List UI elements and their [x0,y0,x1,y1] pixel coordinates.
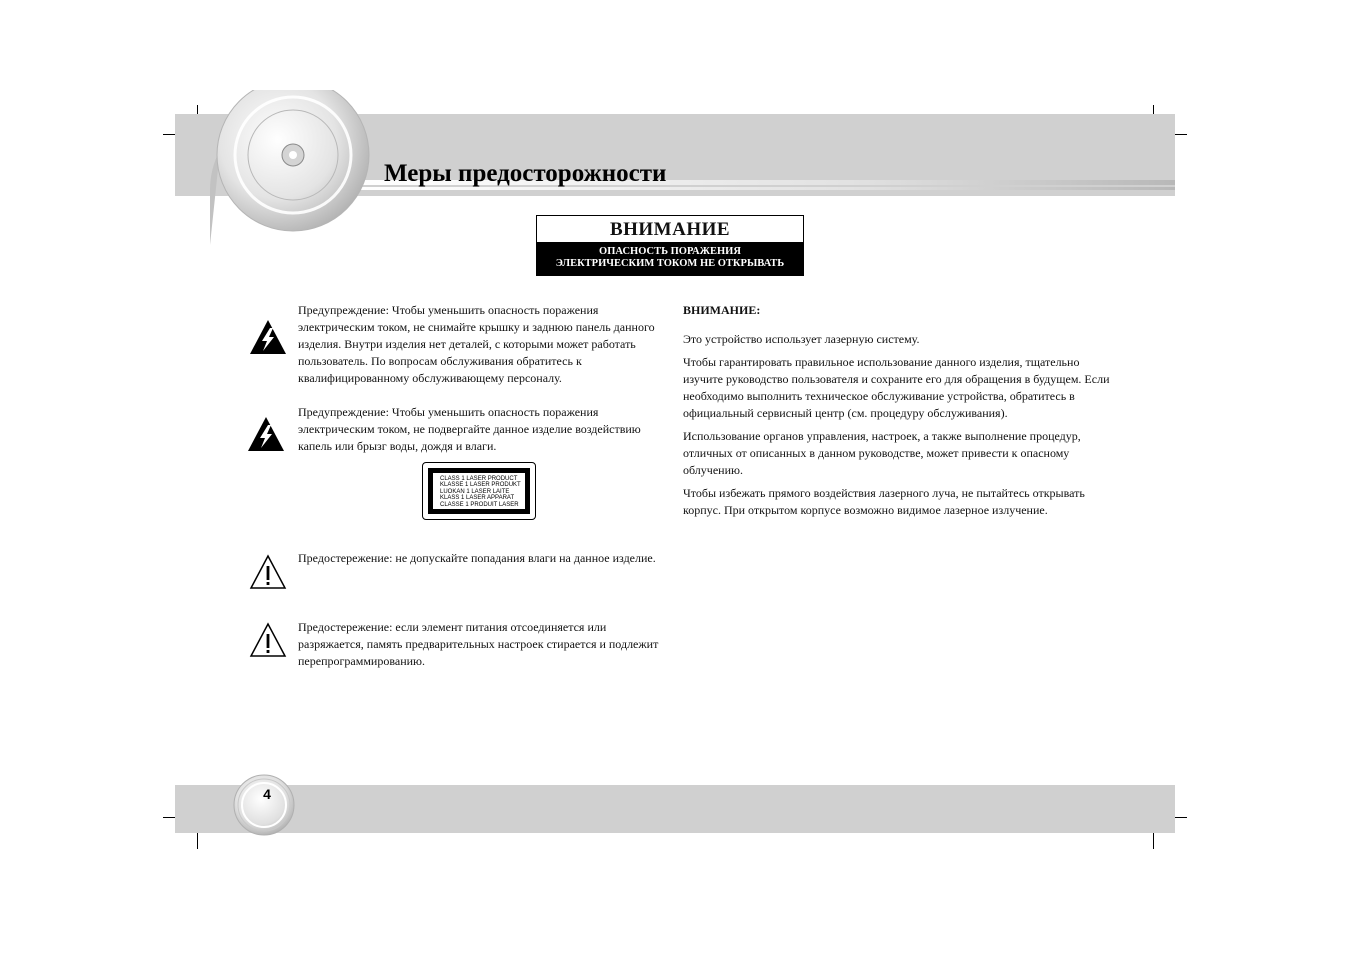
disc-icon [210,90,380,250]
laser-label-line: CLASS 1 LASER PRODUCT [440,476,518,482]
shock-warning-text-2: Предупреждение: Чтобы уменьшить опасность поражения электрическим током, не подвергайте данное изделие воздействию капель или брызг воды, дождя и влаги. [298,405,641,453]
page-number: 4 [263,786,271,802]
laser-notice-paragraph: Использование органов управления, настроек, а также выполнение процедур, отличных от описанных в данном руководстве, может привести к опасному облучению. [683,429,1081,477]
laser-label-inner [428,468,530,514]
caution-box [536,215,804,276]
exclamation-warning-icon [249,622,287,658]
laser-label-line: LUOKAN 1 LASER LAITE [440,488,510,495]
electric-shock-warning-icon [248,318,288,356]
caution-box-title: ВНИМАНИЕ [609,219,731,240]
laser-label-line: KLASS 1 LASER APPARAT [440,495,515,502]
caution-box-line-2: ЭЛЕКТРИЧЕСКИМ ТОКОМ НЕ ОТКРЫВАТЬ [555,258,785,269]
laser-notice-paragraph: Чтобы гарантировать правильное использование данного изделия, тщательно изучите руководство пользователя и сохраните его для обращения в будущем. Если необходимо выполнить техническое обслуживание устройства, обратитесь в официальный сервисный центр (см. процедуру обслуживания). [683,355,1110,420]
laser-notice-section [683,302,1113,525]
laser-product-label [422,462,536,520]
laser-label-line: KLASSE 1 LASER PRODUKT [440,482,521,489]
shock-warning-text-1: Предупреждение: Чтобы уменьшить опасность поражения электрическим током, не снимайте крышку и заднюю панель данного изделия. Внутри изделия нет деталей, с которыми может работать пользователь. По вопросам обслуживания обратитесь к квалифицированному обслуживающему персоналу. [298,303,655,385]
caution-text-2: Предостережение: если элемент питания отсоединяется или разряжается, память предварительных настроек стирается и подлежит перепрограммированию. [298,620,659,668]
laser-notice-paragraph: Это устройство использует лазерную систему. [683,332,920,346]
disc-icon [229,774,299,838]
laser-notice-heading: ВНИМАНИЕ: [683,303,761,317]
caution-text-1: Предостережение: не допускайте попадания влаги на данное изделие. [298,551,656,565]
exclamation-warning-icon [249,554,287,590]
caution-box-line-1: ОПАСНОСТЬ ПОРАЖЕНИЯ [599,246,741,257]
caution-box-subtitle [537,242,803,275]
footer-band [175,785,1175,833]
laser-label-line: CLASSE 1 PRODUIT LASER [440,501,519,508]
electric-shock-warning-icon [246,415,286,453]
laser-notice-paragraph: Чтобы избежать прямого воздействия лазерного луча, не пытайтесь открывать корпус. При открытом корпусе возможно видимое лазерное излучение. [683,486,1085,517]
page-title: Меры предосторожности [384,160,667,187]
